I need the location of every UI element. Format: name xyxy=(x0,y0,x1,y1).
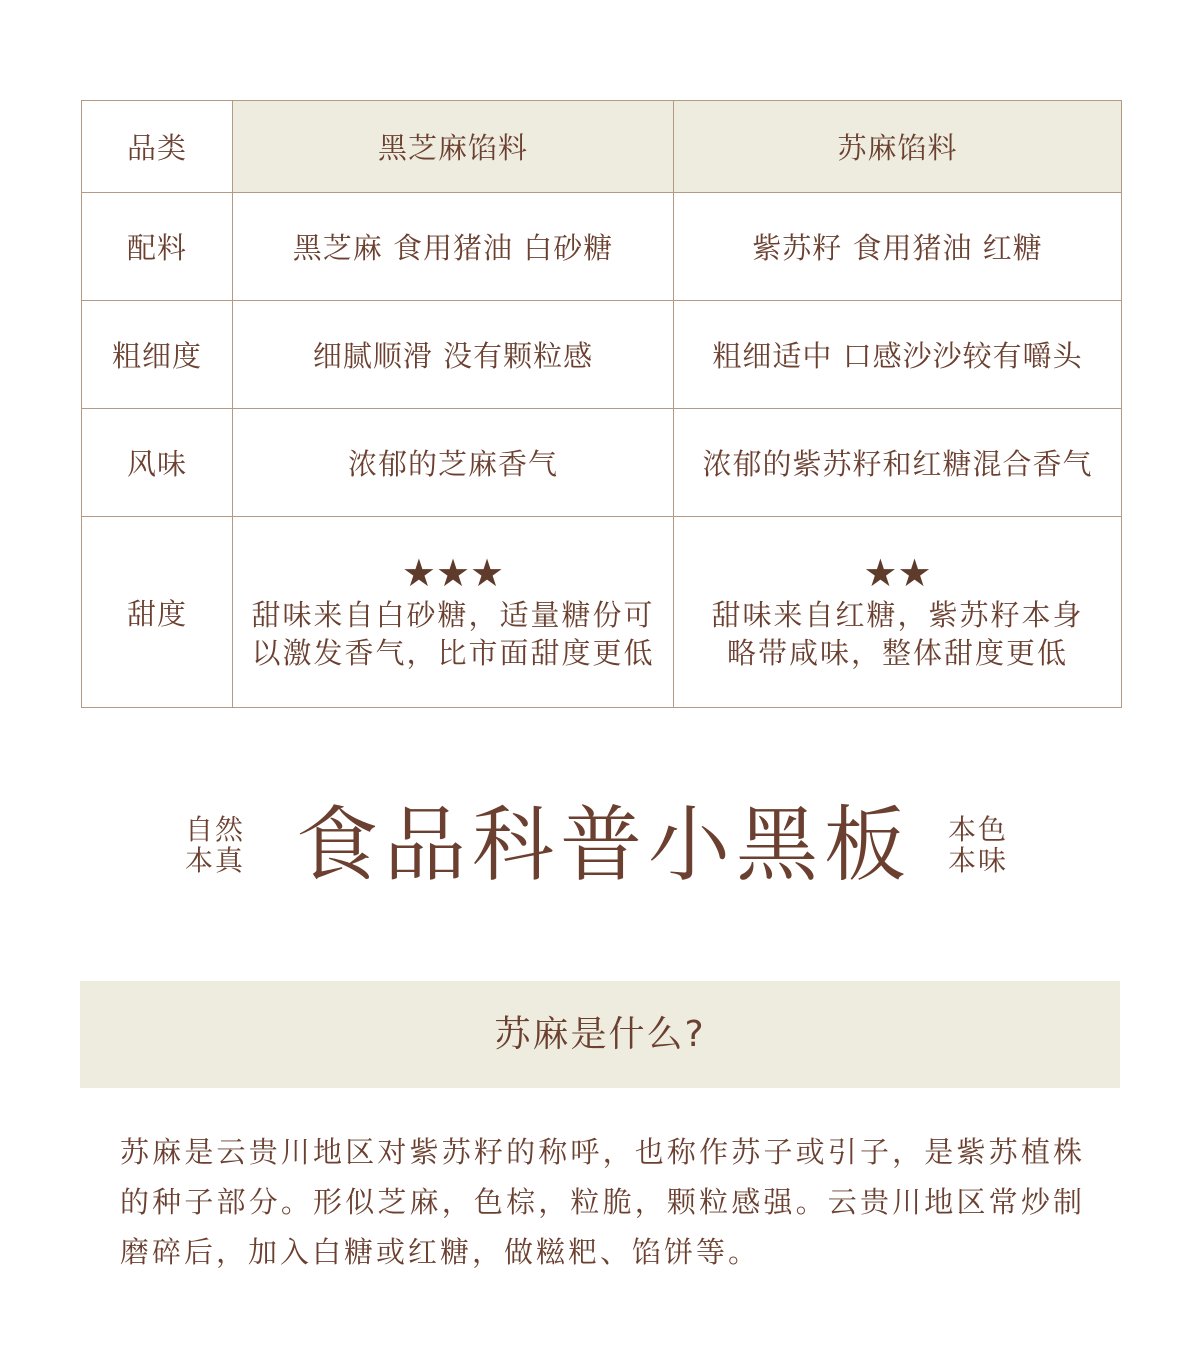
banner-left-note xyxy=(185,814,245,876)
header-category-cell: 品类 xyxy=(82,101,233,193)
banner-right-note xyxy=(948,814,1008,876)
banner xyxy=(0,790,1200,900)
cell-perilla-ingredients: 紫苏籽 食用猪油 红糖 xyxy=(674,193,1122,301)
comparison-table xyxy=(81,100,1122,708)
sweetness-desc-line: 略带咸味，整体甜度更低 xyxy=(726,636,1068,670)
cell-black-sesame-ingredients: 黑芝麻 食用猪油 白砂糖 xyxy=(233,193,674,301)
sweetness-desc-line: 以激发香气，比市面甜度更低 xyxy=(251,636,655,670)
cell-perilla-sweetness xyxy=(674,517,1122,708)
row-label-texture: 粗细度 xyxy=(82,301,233,409)
sweetness-desc-line: 甜味来自白砂糖，适量糖份可 xyxy=(251,598,655,632)
cell-perilla-flavor: 浓郁的紫苏籽和红糖混合香气 xyxy=(674,409,1122,517)
row-label-flavor: 风味 xyxy=(82,409,233,517)
table-row-sweetness xyxy=(82,517,1122,708)
sweetness-desc-line: 甜味来自红糖，紫苏籽本身 xyxy=(711,598,1084,632)
table-row xyxy=(82,409,1122,517)
banner-right-line: 本味 xyxy=(948,844,1009,877)
cell-perilla-texture: 粗细适中 口感沙沙较有嚼头 xyxy=(674,301,1122,409)
table-row xyxy=(82,301,1122,409)
header-black-sesame-cell: 黑芝麻馅料 xyxy=(233,101,674,193)
star-rating-icon: ★★ xyxy=(863,551,932,595)
banner-right-line: 本色 xyxy=(948,813,1009,846)
row-label-ingredients: 配料 xyxy=(82,193,233,301)
section-heading: 苏麻是什么? xyxy=(80,981,1120,1088)
cell-black-sesame-sweetness xyxy=(233,517,674,708)
table-header-row xyxy=(82,101,1122,193)
header-perilla-cell: 苏麻馅料 xyxy=(674,101,1122,193)
cell-black-sesame-flavor: 浓郁的芝麻香气 xyxy=(233,409,674,517)
row-label-sweetness: 甜度 xyxy=(82,517,233,708)
table-row xyxy=(82,193,1122,301)
banner-left-line: 自然 xyxy=(185,813,246,846)
banner-left-line: 本真 xyxy=(185,844,246,877)
cell-black-sesame-texture: 细腻顺滑 没有颗粒感 xyxy=(233,301,674,409)
page-title: 食品科普小黑板 xyxy=(296,798,913,893)
body-paragraph: 苏麻是云贵川地区对紫苏籽的称呼，也称作苏子或引子，是紫苏植株的种子部分。形似芝麻，色棕，粒脆，颗粒感强。云贵川地区常炒制磨碎后，加入白糖或红糖，做糍粑、馅饼等。 xyxy=(120,1135,1085,1269)
star-rating-icon: ★★★ xyxy=(401,551,505,595)
